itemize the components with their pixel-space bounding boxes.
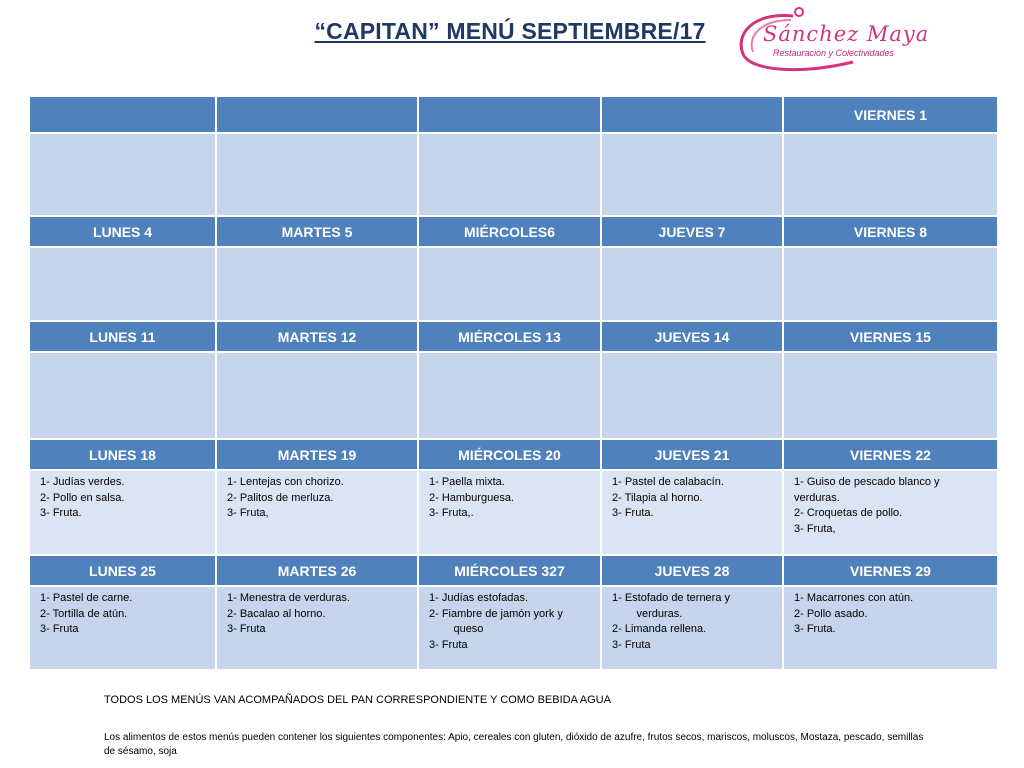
menu-text: 1- Pastel de calabacín. 2- Tilapia al horno. 3- Fruta. [612, 476, 724, 519]
menu-cell [418, 586, 601, 670]
day-header: VIERNES 1 [783, 96, 998, 133]
day-header: VIERNES 22 [783, 439, 998, 470]
menu-cell [216, 247, 418, 321]
week-3-header-row [29, 321, 998, 352]
menu-cell [418, 133, 601, 216]
menu-text [419, 134, 600, 138]
menu-text: 1- Lentejas con chorizo. 2- Palitos de merluza. 3- Fruta, [227, 476, 344, 519]
week-2-menu-row [29, 247, 998, 321]
menu-text [30, 353, 215, 357]
day-header [418, 96, 601, 133]
day-header: MIÉRCOLES 327 [418, 555, 601, 586]
day-header: JUEVES 28 [601, 555, 783, 586]
menu-cell [783, 133, 998, 216]
week-1-header-row [29, 96, 998, 133]
menu-cell [216, 586, 418, 670]
company-logo [733, 4, 930, 76]
day-header: LUNES 18 [29, 439, 216, 470]
day-header: MIÉRCOLES 13 [418, 321, 601, 352]
day-header: MIÉRCOLES 20 [418, 439, 601, 470]
menu-cell [216, 470, 418, 555]
menu-cell [216, 133, 418, 216]
week-5-menu-row [29, 586, 998, 670]
menu-text: 1- Menestra de verduras. 2- Bacalao al horno. 3- Fruta [227, 592, 350, 635]
menu-text [30, 248, 215, 252]
day-header: LUNES 25 [29, 555, 216, 586]
menu-cell [601, 352, 783, 439]
week-4-header-row [29, 439, 998, 470]
menu-cell [29, 133, 216, 216]
bread-water-note: TODOS LOS MENÚS VAN ACOMPAÑADOS DEL PAN CORRESPONDIENTE Y COMO BEBIDA AGUA [104, 694, 611, 706]
menu-text [30, 134, 215, 138]
week-3-menu-row [29, 352, 998, 439]
day-header: MARTES 12 [216, 321, 418, 352]
day-header: JUEVES 14 [601, 321, 783, 352]
menu-text [602, 353, 782, 357]
menu-text [784, 248, 997, 252]
menu-cell [601, 247, 783, 321]
week-4-menu-row [29, 470, 998, 555]
menu-cell [216, 352, 418, 439]
page-title: “CAPITAN” MENÚ SEPTIEMBRE/17 [314, 18, 706, 44]
day-header: JUEVES 21 [601, 439, 783, 470]
day-header [29, 96, 216, 133]
menu-text: 1- Pastel de carne. 2- Tortilla de atún. 3- Fruta [40, 592, 133, 635]
menu-cell [601, 586, 783, 670]
day-header: VIERNES 8 [783, 216, 998, 247]
menu-text [217, 134, 417, 138]
menu-cell [418, 470, 601, 555]
menu-text [784, 353, 997, 357]
menu-text: 1- Macarrones con atún. 2- Pollo asado. 3- Fruta. [794, 592, 914, 635]
day-header: JUEVES 7 [601, 216, 783, 247]
day-header [216, 96, 418, 133]
day-header: MIÉRCOLES6 [418, 216, 601, 247]
day-header: MARTES 5 [216, 216, 418, 247]
menu-text: 1- Estofado de ternera y verduras. 2- Limanda rellena. 3- Fruta [612, 592, 731, 651]
menu-text [419, 353, 600, 357]
menu-text: 1- Guiso de pescado blanco y verduras. 2- Croquetas de pollo. 3- Fruta, [794, 476, 940, 535]
day-header: MARTES 26 [216, 555, 418, 586]
menu-cell [783, 247, 998, 321]
menu-cell [29, 470, 216, 555]
menu-cell [783, 352, 998, 439]
menu-text [784, 134, 997, 138]
menu-text: 1- Judías verdes. 2- Pollo en salsa. 3- Fruta. [40, 476, 125, 519]
logo-subtitle: Restauración y Colectividades [773, 48, 895, 58]
day-header [601, 96, 783, 133]
day-header: LUNES 4 [29, 216, 216, 247]
menu-text [217, 353, 417, 357]
menu-text [419, 248, 600, 252]
day-header: VIERNES 29 [783, 555, 998, 586]
day-header: LUNES 11 [29, 321, 216, 352]
week-2-header-row [29, 216, 998, 247]
menu-cell [29, 586, 216, 670]
menu-cell [783, 470, 998, 555]
menu-cell [783, 586, 998, 670]
menu-text: 1- Paella mixta. 2- Hamburguesa. 3- Fruta,. [429, 476, 514, 519]
menu-cell [29, 352, 216, 439]
menu-text [217, 248, 417, 252]
week-1-menu-row [29, 133, 998, 216]
menu-text [602, 134, 782, 138]
menu-text [602, 248, 782, 252]
day-header: MARTES 19 [216, 439, 418, 470]
menu-cell [601, 133, 783, 216]
menu-cell [29, 247, 216, 321]
day-header: VIERNES 15 [783, 321, 998, 352]
menu-text: 1- Judías estofadas. 2- Fiambre de jamón york y queso 3- Fruta [429, 592, 563, 651]
menu-calendar-table [28, 95, 999, 671]
menu-cell [418, 352, 601, 439]
allergens-note: Los alimentos de estos menús pueden contener los siguientes componentes: Apio, cereales con gluten, dióxido de azufre, frutos secos, mariscos, moluscos, Mostaza, pescado, semillas de sésamo, soja [104, 732, 924, 757]
week-5-header-row [29, 555, 998, 586]
menu-cell [418, 247, 601, 321]
logo-brand-text: Sánchez Maya [763, 22, 930, 46]
menu-cell [601, 470, 783, 555]
